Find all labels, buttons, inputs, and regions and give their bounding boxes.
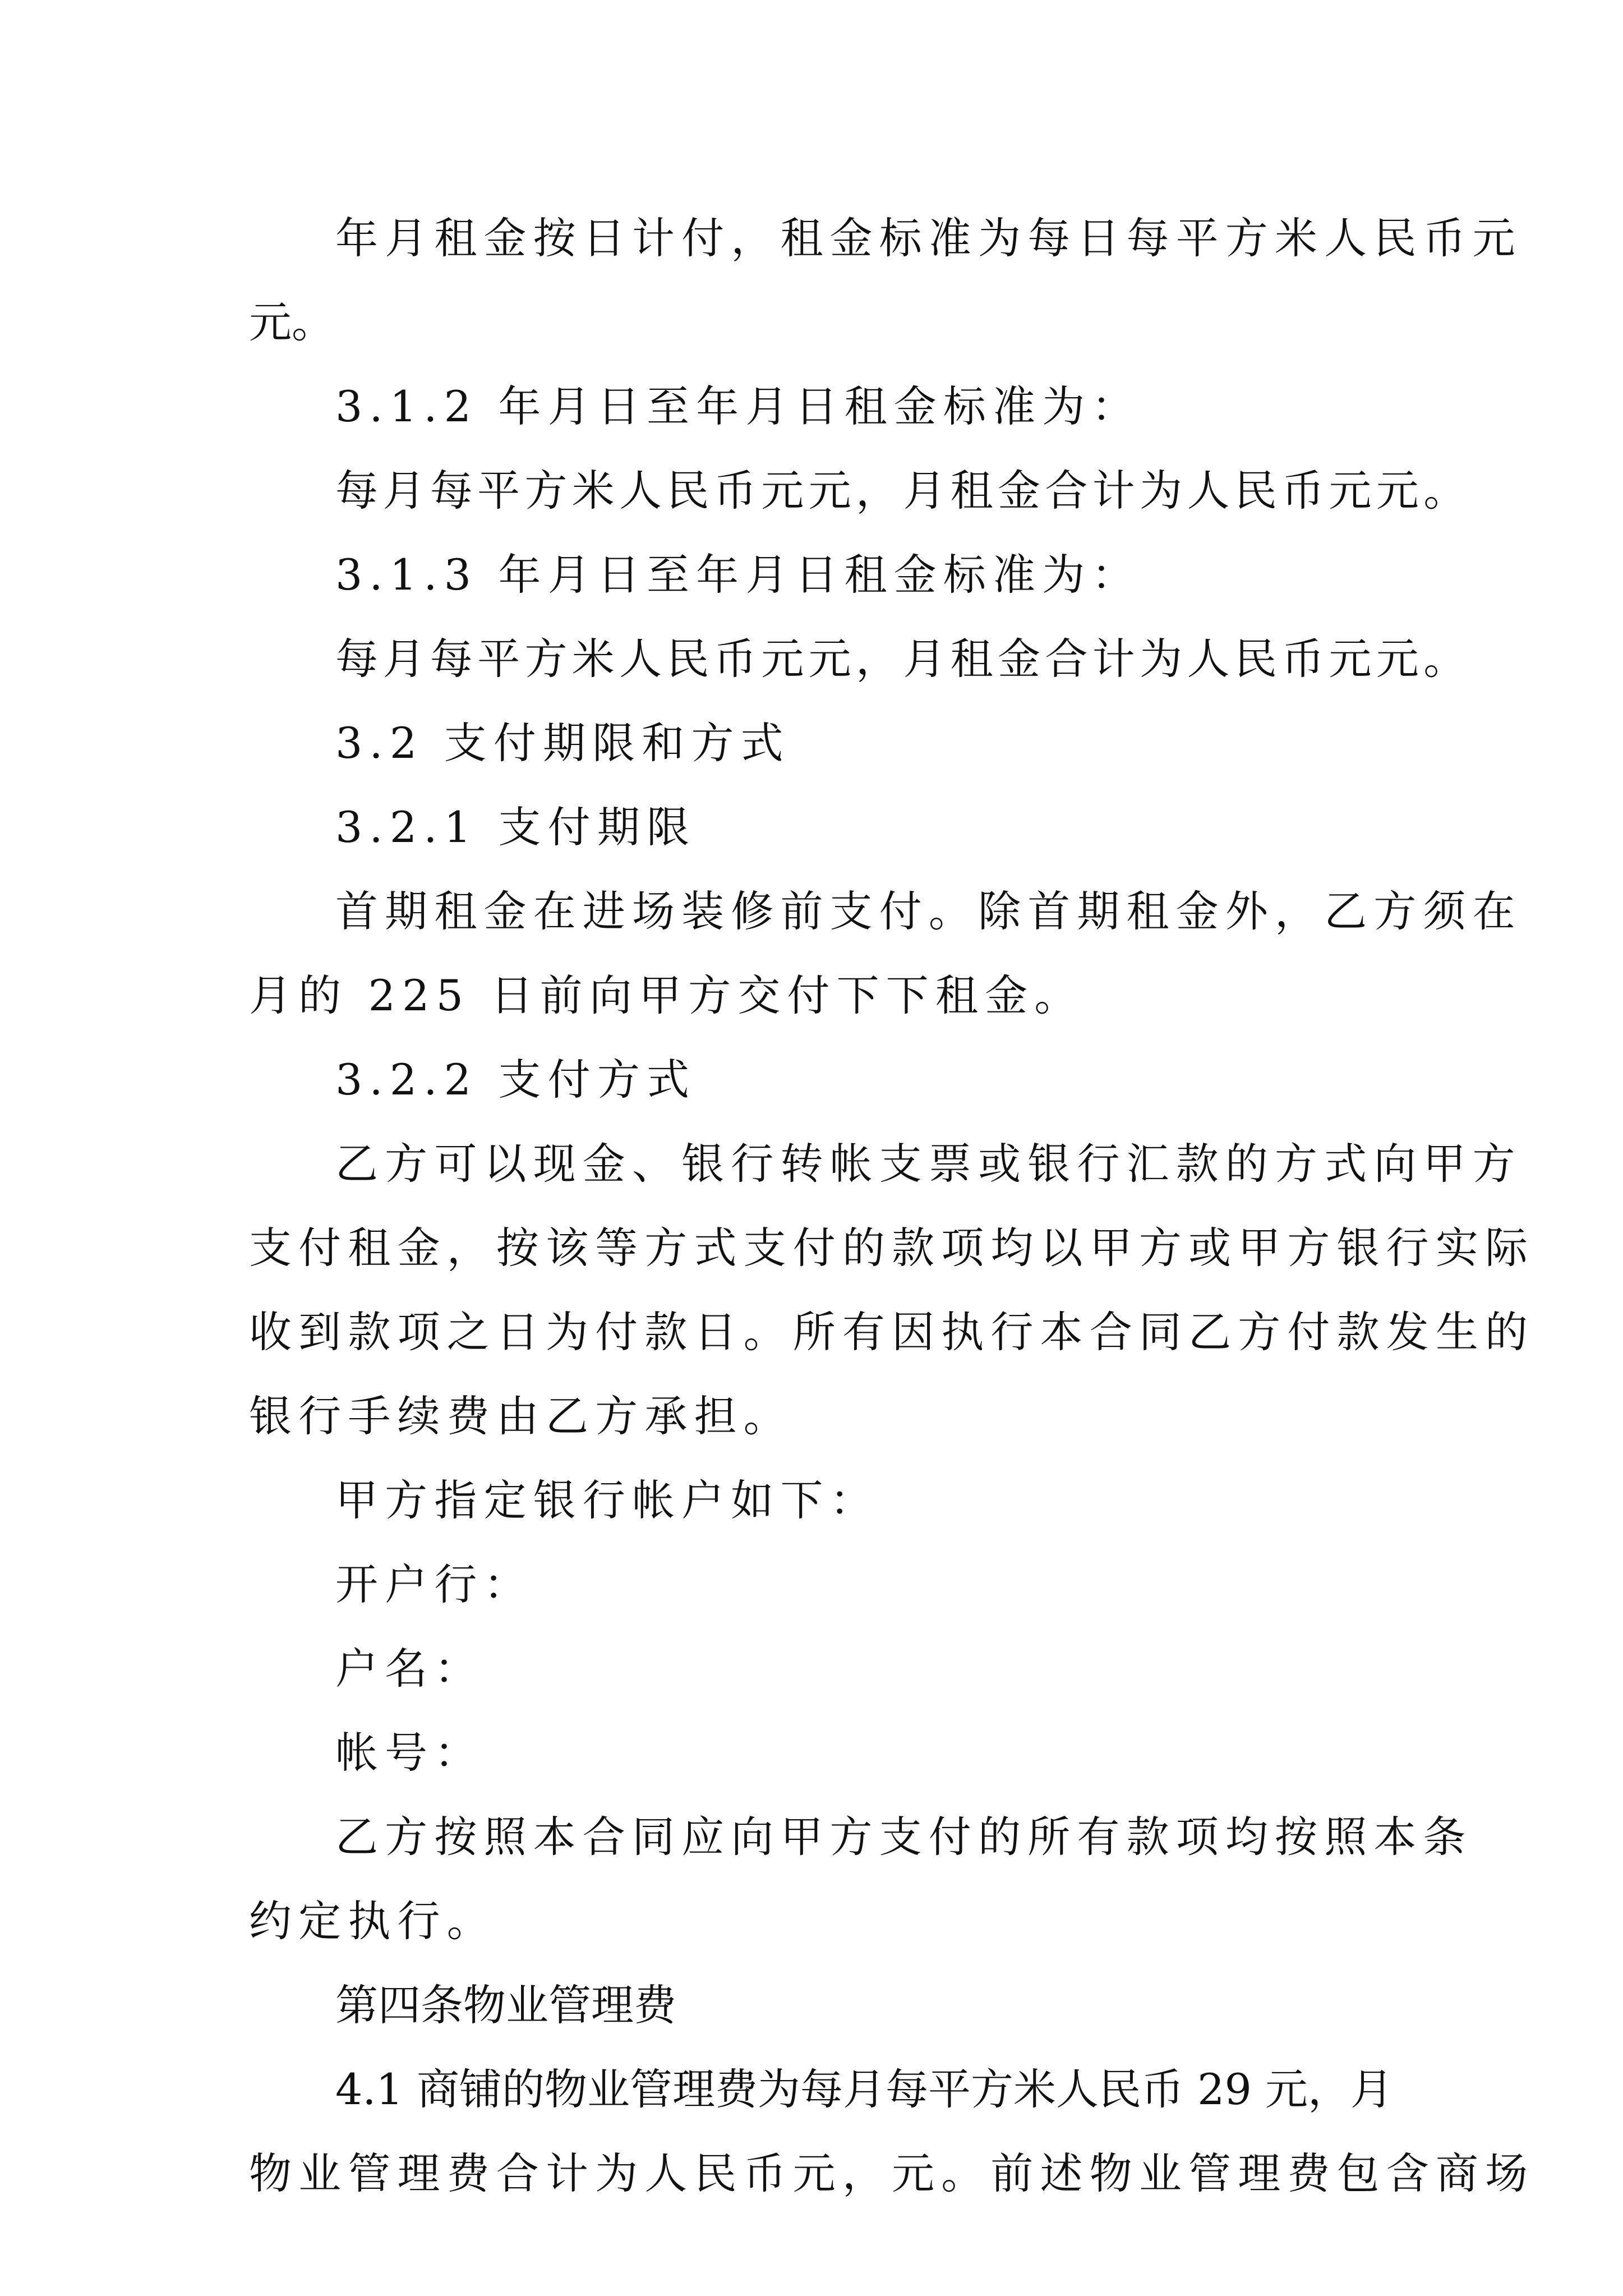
account-number-label: 帐号： [335,1728,484,1778]
section-heading: 3.2.2 支付方式 [335,1055,697,1105]
account-name-label: 户名： [335,1644,484,1694]
paragraph-line: 甲方指定银行帐户如下： [335,1475,879,1525]
paragraph-line: 约定执行。 [249,1896,496,1946]
paragraph-line: 乙方按照本合同应向甲方支付的所有款项均按照本条 [335,1812,1473,1862]
section-heading: 3.2 支付期限和方式 [335,718,790,768]
article-heading: 第四条物业管理费 [335,1980,676,2030]
paragraph-line: 每月每平方米人民币元元，月租金合计为人民币元元。 [335,466,1471,516]
section-heading: 3.2.1 支付期限 [335,802,697,852]
paragraph-line: 首期租金在进场装修前支付。除首期租金外，乙方须在 [335,886,1522,936]
paragraph-line: 月的 225 日前向甲方交付下下租金。 [249,970,1084,1020]
paragraph-line: 银行手续费由乙方承担。 [249,1391,793,1441]
paragraph-line: 支付租金，按该等方式支付的款项均以甲方或甲方银行实际 [249,1223,1535,1273]
bank-field-label: 开户行： [335,1559,533,1609]
paragraph-line: 年月租金按日计付，租金标准为每日每平方米人民币元 [335,213,1522,263]
paragraph-line: 收到款项之日为付款日。所有因执行本合同乙方付款发生的 [249,1307,1535,1357]
paragraph-line: 4.1 商铺的物业管理费为每月每平方米人民币 29 元，月 [335,2064,1394,2114]
paragraph-line: 物业管理费合计为人民币元，元。前述物业管理费包含商场 [249,2148,1535,2198]
paragraph-line: 元。 [249,297,334,347]
section-heading: 3.1.2 年月日至年月日租金标准为： [335,381,1141,431]
paragraph-line: 每月每平方米人民币元元，月租金合计为人民币元元。 [335,634,1471,684]
section-heading: 3.1.3 年月日至年月日租金标准为： [335,550,1141,600]
paragraph-line: 乙方可以现金、银行转帐支票或银行汇款的方式向甲方 [335,1139,1522,1189]
